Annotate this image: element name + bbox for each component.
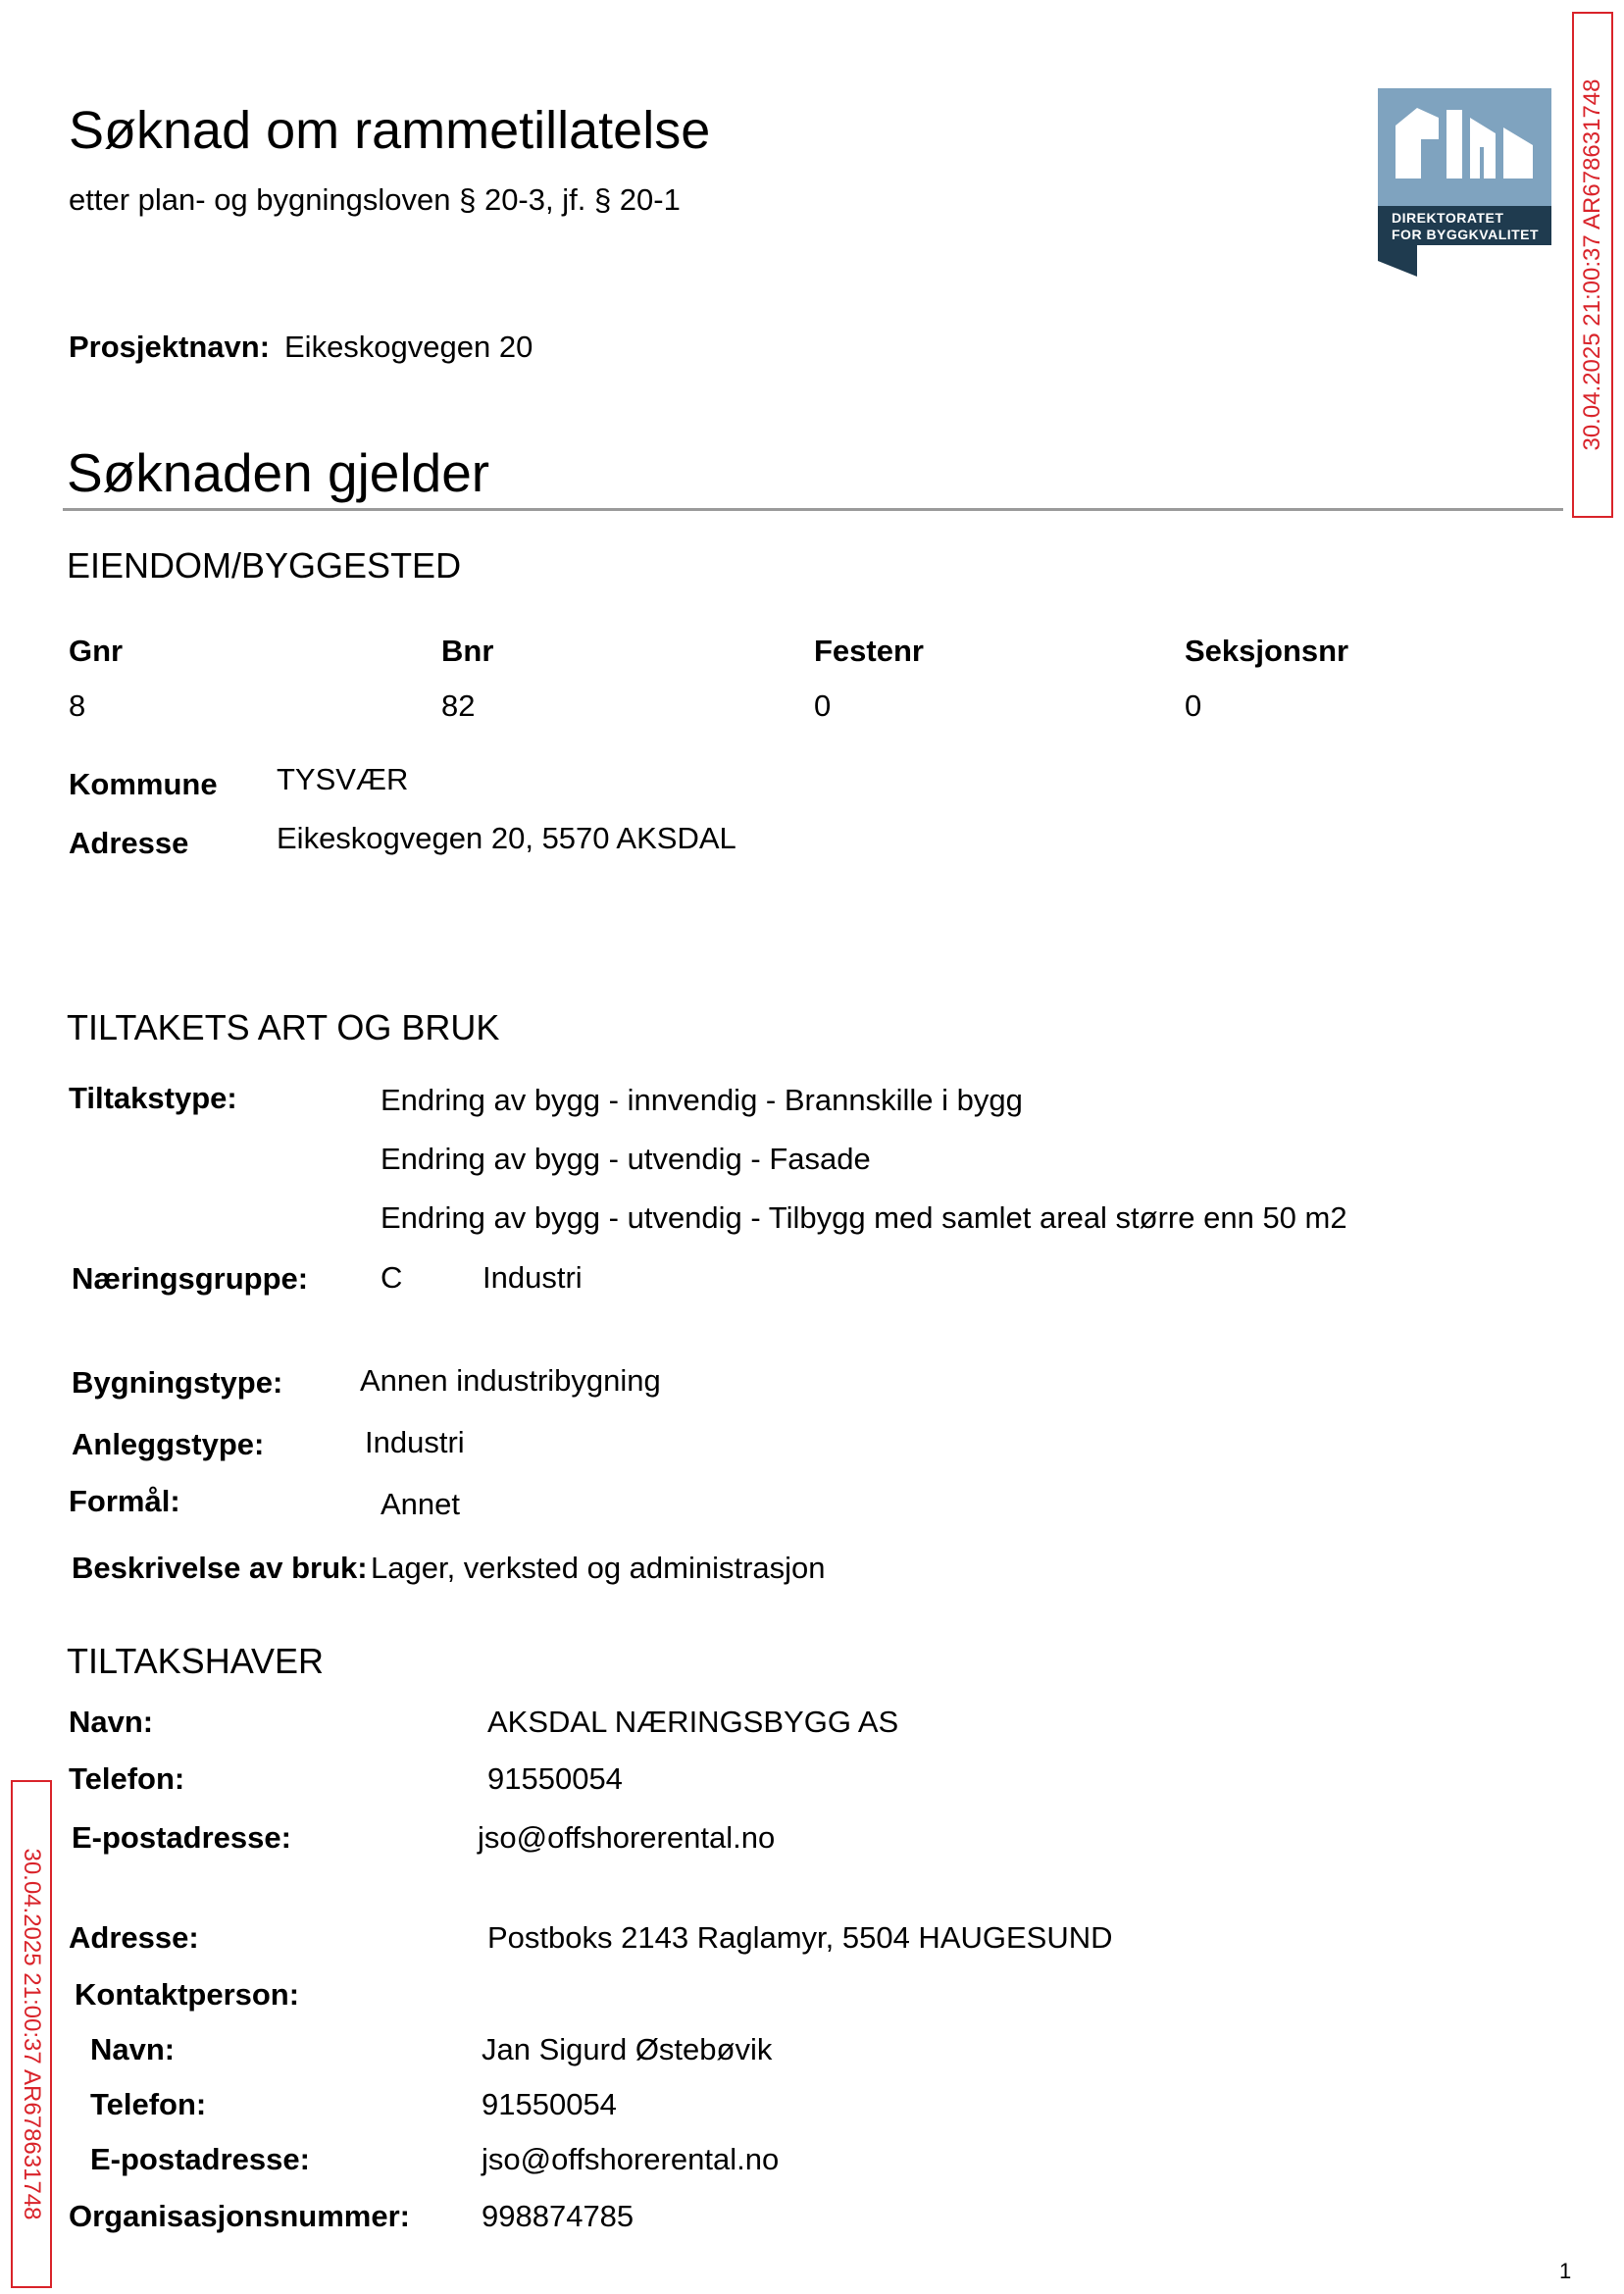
section-divider: [63, 508, 1563, 511]
tiltakshaver-telefon-label: Telefon:: [69, 1761, 185, 1796]
anleggstype-value: Industri: [365, 1425, 465, 1459]
dibk-logo-mark: [1378, 88, 1551, 277]
naeringsgruppe-value: Industri: [482, 1260, 583, 1295]
seksjonsnr-value: 0: [1185, 688, 1202, 723]
tiltakstype-item-2: Endring av bygg - utvendig - Fasade: [381, 1142, 871, 1176]
tiltakshaver-epost-value: jso@offshorerental.no: [478, 1820, 776, 1855]
logo-text-line2: FOR BYGGKVALITET: [1392, 227, 1540, 242]
kontakt-telefon-value: 91550054: [482, 2087, 617, 2121]
document-title: Søknad om rammetillatelse: [69, 101, 711, 160]
seksjonsnr-label: Seksjonsnr: [1185, 634, 1349, 668]
stamp-text-top: 30.04.2025 21:00:37 AR678631748: [1579, 78, 1605, 451]
gnr-value: 8: [69, 688, 86, 723]
bygningstype-value: Annen industribygning: [360, 1363, 661, 1398]
org-value: 998874785: [482, 2199, 634, 2233]
tiltakshaver-telefon-value: 91550054: [487, 1761, 623, 1796]
festenr-label: Festenr: [814, 634, 924, 668]
kontakt-epost-value: jso@offshorerental.no: [482, 2142, 780, 2176]
tiltak-heading: TILTAKETS ART OG BRUK: [67, 1007, 500, 1047]
tiltakstype-item-3: Endring av bygg - utvendig - Tilbygg med samlet areal større enn 50 m2: [381, 1200, 1347, 1235]
gnr-label: Gnr: [69, 634, 124, 668]
dibk-logo: [1378, 88, 1551, 277]
beskrivelse-value: Lager, verksted og administrasjon: [371, 1551, 826, 1585]
bygningstype-label: Bygningstype:: [72, 1365, 283, 1400]
tiltakshaver-adresse-value: Postboks 2143 Raglamyr, 5504 HAUGESUND: [487, 1920, 1113, 1955]
tiltakshaver-heading: TILTAKSHAVER: [67, 1641, 325, 1681]
kontakt-epost-label: E-postadresse:: [90, 2142, 310, 2176]
naeringsgruppe-code: C: [381, 1260, 403, 1295]
timestamp-stamp-top: [1572, 12, 1613, 518]
tiltakstype-label: Tiltakstype:: [69, 1081, 237, 1115]
tiltakshaver-epost-label: E-postadresse:: [72, 1820, 291, 1855]
tiltakstype-item-1: Endring av bygg - innvendig - Brannskille i bygg: [381, 1083, 1023, 1117]
bnr-value: 82: [441, 688, 476, 723]
project-value: Eikeskogvegen 20: [284, 330, 533, 364]
kontaktperson-label: Kontaktperson:: [75, 1977, 300, 2012]
anleggstype-label: Anleggstype:: [72, 1427, 265, 1461]
kontakt-navn-label: Navn:: [90, 2032, 176, 2066]
beskrivelse-label: Beskrivelse av bruk:: [72, 1551, 368, 1585]
kontakt-telefon-label: Telefon:: [90, 2087, 207, 2121]
adresse-value: Eikeskogvegen 20, 5570 AKSDAL: [277, 821, 736, 855]
eiendom-heading: EIENDOM/BYGGESTED: [67, 545, 462, 586]
kommune-value: TYSVÆR: [277, 762, 409, 796]
naeringsgruppe-label: Næringsgruppe:: [72, 1261, 309, 1296]
timestamp-stamp-bottom: [11, 1780, 52, 2288]
logo-text-line1: DIREKTORATET: [1392, 210, 1504, 226]
document-subtitle: etter plan- og bygningsloven § 20-3, jf. § 20-1: [69, 182, 681, 217]
section-heading: Søknaden gjelder: [67, 442, 490, 503]
kommune-label: Kommune: [69, 767, 218, 801]
stamp-text-bottom: 30.04.2025 21:00:37 AR678631748: [19, 1848, 45, 2220]
kontakt-navn-value: Jan Sigurd Østebøvik: [482, 2032, 773, 2066]
festenr-value: 0: [814, 688, 832, 723]
formal-value: Annet: [381, 1487, 461, 1521]
tiltakshaver-navn-value: AKSDAL NÆRINGSBYGG AS: [487, 1705, 899, 1739]
tiltakshaver-navn-label: Navn:: [69, 1705, 154, 1739]
adresse-label: Adresse: [69, 826, 189, 860]
org-label: Organisasjonsnummer:: [69, 2199, 410, 2233]
tiltakshaver-adresse-label: Adresse:: [69, 1920, 199, 1955]
bnr-label: Bnr: [441, 634, 494, 668]
formal-label: Formål:: [69, 1484, 180, 1518]
page-number: 1: [1559, 2259, 1572, 2283]
project-label: Prosjektnavn:: [69, 330, 271, 364]
